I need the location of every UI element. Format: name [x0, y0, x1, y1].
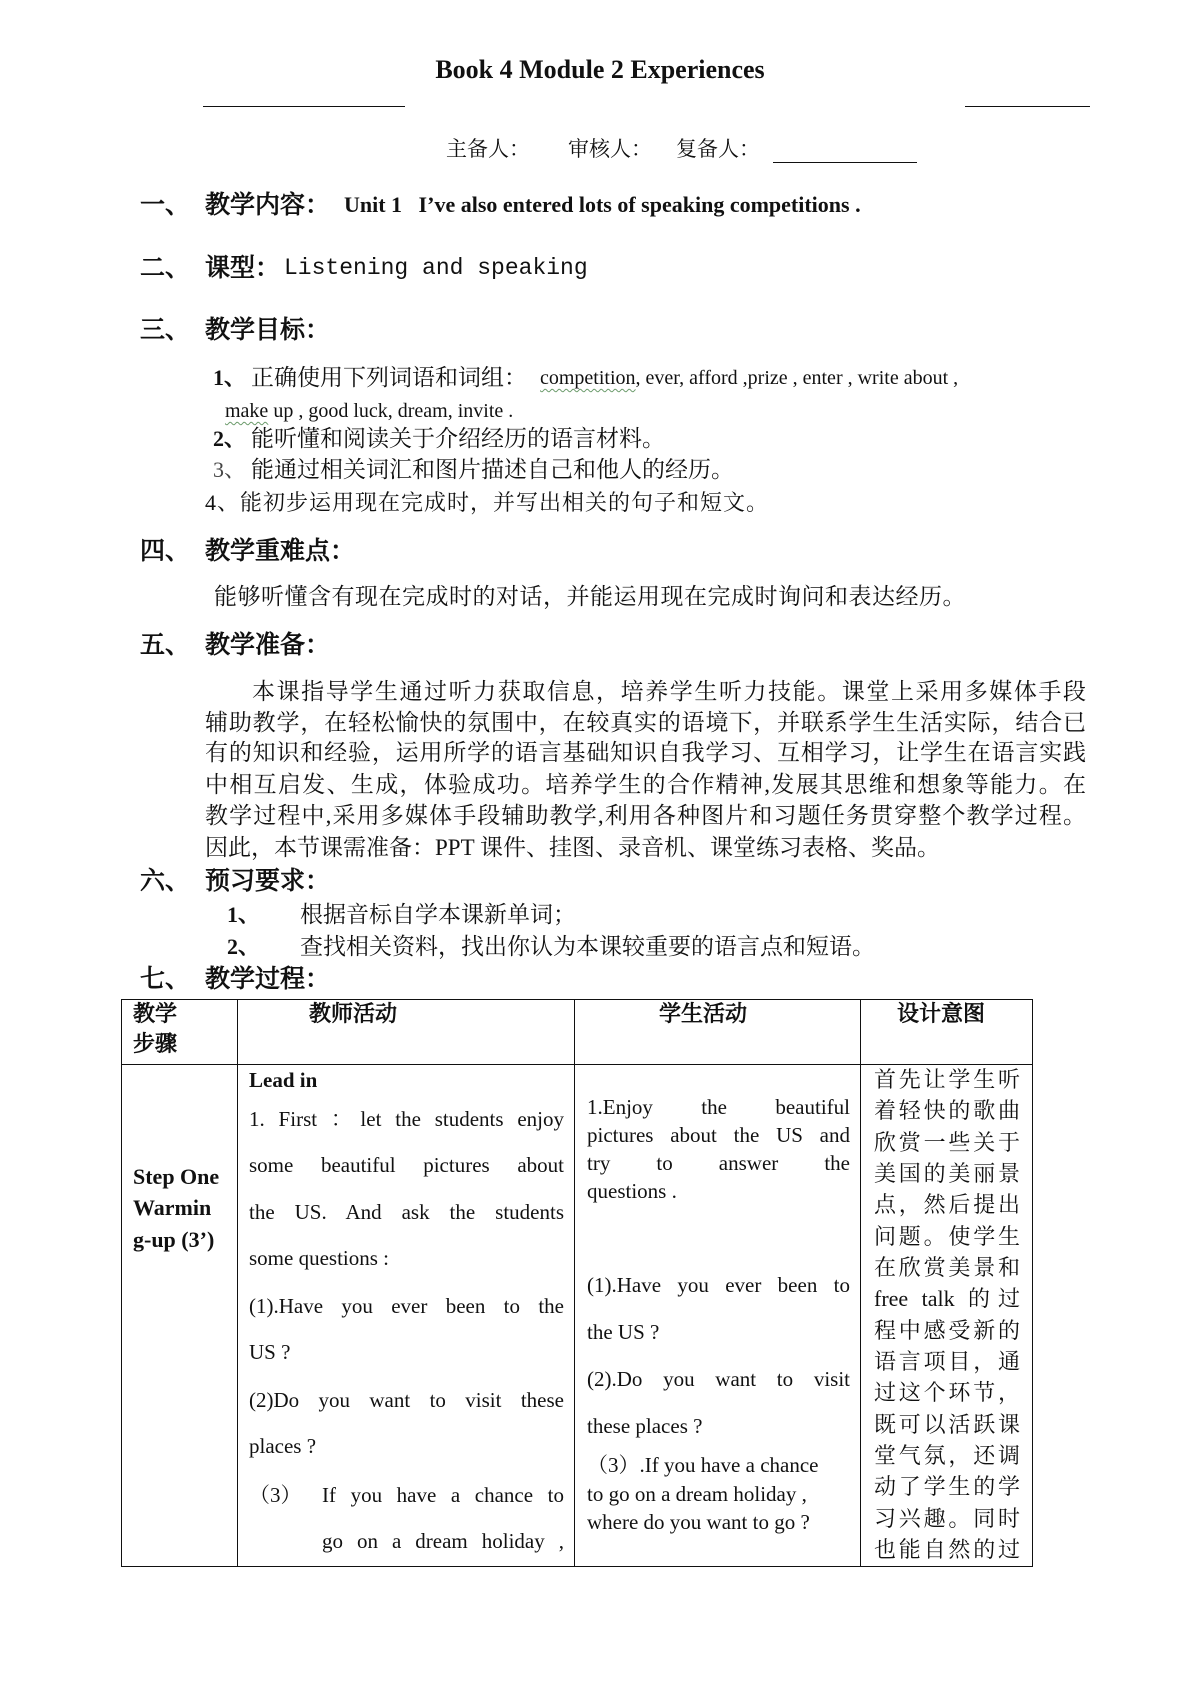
- preview-item-2-number: 2、: [227, 934, 261, 959]
- teacher-activity-line: some beautiful pictures about: [249, 1153, 564, 1177]
- student-activity-line: where do you want to go ?: [587, 1510, 810, 1534]
- objective-4-number: 4、: [205, 490, 241, 515]
- step-name-line: g-up (3’): [133, 1227, 215, 1252]
- teacher-activity-line: some questions :: [249, 1246, 389, 1270]
- student-activity-line: 1.Enjoy the beautiful: [587, 1095, 850, 1119]
- teacher-activity-line: the US. And ask the students: [249, 1200, 564, 1224]
- header-cell-student: [575, 1000, 861, 1065]
- reviewer-label: 审核人：: [568, 137, 652, 161]
- preparation-paragraph-line: 本课指导学生通过听力获取信息，培养学生听力技能。课堂上采用多媒体手段: [252, 679, 1086, 704]
- lesson-unit-title: Unit 1 I’ve also entered lots of speaking competitions .: [344, 192, 861, 217]
- preparation-paragraph-line: 教学过程中,采用多媒体手段辅助教学,利用各种图片和习题任务贯穿整个教学过程。: [205, 803, 1086, 828]
- design-intent-line: 过这个环节，: [874, 1380, 1020, 1405]
- co-preparer-label: 复备人：: [676, 137, 760, 161]
- section-6-number: 六、: [140, 866, 191, 895]
- preview-item-1-number: 1、: [227, 902, 261, 927]
- spellcheck-marked-word: competition: [540, 367, 636, 389]
- section-4-heading: 教学重难点：: [205, 536, 356, 565]
- section-2-number: 二、: [140, 253, 191, 282]
- section-1-heading: 教学内容：: [205, 190, 331, 219]
- section-3-heading: 教学目标：: [205, 315, 331, 344]
- header-teacher-activity: 教师活动: [309, 1002, 398, 1027]
- key-points-text: 能够听懂含有现在完成时的对话，并能运用现在完成时询问和表达经历。: [214, 584, 966, 609]
- design-intent-line: 堂气氛，还调: [874, 1443, 1020, 1468]
- student-activity-line: (1).Have you ever been to: [587, 1273, 850, 1297]
- teacher-activity-line: (2)Do you want to visit these: [249, 1388, 564, 1412]
- teacher-activity-line: If you have a chance to: [322, 1483, 564, 1507]
- section-6-heading: 预习要求：: [205, 866, 331, 895]
- objective-1-text: 正确使用下列词语和词组：: [251, 365, 527, 391]
- teacher-activity-line: US ?: [249, 1340, 291, 1364]
- design-intent-cell: [861, 1065, 1033, 1567]
- spellcheck-marked-word: make: [225, 400, 269, 422]
- design-intent-line: 问题。使学生: [874, 1224, 1020, 1249]
- objective-3-text: 能通过相关词汇和图片描述自己和他人的经历。: [251, 457, 734, 483]
- step-name-line: Warmin: [133, 1195, 212, 1220]
- table-row: [122, 1065, 1033, 1567]
- design-intent-line: 欣赏一些关于: [874, 1130, 1020, 1155]
- teacher-activity-line: go on a dream holiday ,: [322, 1529, 564, 1553]
- teacher-activity-line: places ?: [249, 1434, 317, 1458]
- design-intent-line: 着轻快的歌曲: [874, 1098, 1020, 1123]
- header-cell-step: [122, 1000, 238, 1065]
- header-rule-right: [965, 106, 1090, 107]
- design-intent-line: 美国的美丽景: [874, 1161, 1020, 1186]
- header-step-line: 教学: [133, 1002, 178, 1027]
- section-1-number: 一、: [140, 190, 191, 219]
- section-3-number: 三、: [140, 315, 191, 344]
- lead-preparer-label: 主备人：: [446, 137, 530, 161]
- student-activity-line: （3）.If you have a chance: [587, 1453, 819, 1477]
- preparation-paragraph-line: 中相互启发、生成，体验成功。培养学生的合作精神,发展其思维和想象等能力。在: [205, 772, 1086, 797]
- section-2-heading: 课型：: [205, 253, 281, 282]
- header-design-intent: 设计意图: [897, 1002, 986, 1027]
- objective-1-vocabulary-line-2: [225, 396, 513, 426]
- preview-item-2-text: 查找相关资料，找出你认为本课较重要的语言点和短语。: [300, 934, 875, 959]
- preparation-paragraph-line: 辅助教学，在轻松愉快的氛围中，在较真实的语境下，并联系学生生活实际，结合已: [205, 710, 1086, 735]
- vocabulary-list: up , good luck, dream, invite .: [268, 400, 514, 422]
- objective-2-text: 能听懂和阅读关于介绍经历的语言材料。: [251, 426, 665, 452]
- student-activity-line: try to answer the: [587, 1151, 850, 1175]
- teacher-question-3-number: （3）: [249, 1483, 302, 1507]
- student-activity-line: questions .: [587, 1179, 677, 1203]
- co-preparer-blank-line: [773, 162, 917, 163]
- section-5-number: 五、: [140, 630, 191, 659]
- table-header-row: [122, 1000, 1033, 1065]
- step-name-line: Step One: [133, 1164, 220, 1189]
- objective-3-number: 3、: [213, 457, 247, 482]
- student-activity-line: these places ?: [587, 1414, 703, 1438]
- teacher-activity-heading: Lead in: [249, 1068, 318, 1092]
- design-intent-line: 语言项目，通: [874, 1349, 1020, 1374]
- header-cell-teacher: [238, 1000, 575, 1065]
- design-intent-line: 习兴趣。同时: [874, 1506, 1020, 1531]
- student-activity-line: (2).Do you want to visit: [587, 1367, 850, 1391]
- header-cell-intent: [861, 1000, 1033, 1065]
- lesson-type-text: Listening and speaking: [284, 255, 588, 281]
- document-title: Book 4 Module 2 Experiences: [435, 55, 765, 84]
- objective-4-text: 能初步运用现在完成时，并写出相关的句子和短文。: [240, 490, 770, 515]
- student-activity-line: the US ?: [587, 1320, 660, 1344]
- preview-item-1-text: 根据音标自学本课新单词；: [300, 902, 576, 927]
- section-7-number: 七、: [140, 964, 191, 993]
- section-5-heading: 教学准备：: [205, 630, 331, 659]
- preparation-paragraph-line: 因此，本节课需准备：PPT 课件、挂图、录音机、课堂练习表格、奖品。: [205, 835, 940, 860]
- design-intent-line: 既可以活跃课: [874, 1412, 1020, 1437]
- objective-1-number: 1、: [213, 365, 247, 390]
- design-intent-line: 也能自然的过: [874, 1537, 1020, 1562]
- preparation-paragraph-line: 有的知识和经验，运用所学的语言基础知识自我学习、互相学习，让学生在语言实践: [205, 740, 1086, 765]
- student-activity-line: pictures about the US and: [587, 1123, 850, 1147]
- objective-4: [205, 488, 769, 518]
- design-intent-line: 程中感受新的: [874, 1318, 1020, 1343]
- step-cell: [122, 1065, 238, 1567]
- vocabulary-list: , ever, afford ,prize , enter , write about ,: [635, 367, 959, 389]
- objective-2-number: 2、: [213, 426, 247, 451]
- teacher-activity-line: (1).Have you ever been to the: [249, 1294, 564, 1318]
- design-intent-line: 动了学生的学: [874, 1474, 1020, 1499]
- section-7-heading: 教学过程：: [205, 964, 331, 993]
- student-activity-line: to go on a dream holiday ,: [587, 1482, 807, 1506]
- design-intent-line: 在欣赏美景和: [874, 1255, 1020, 1280]
- design-intent-line: free talk 的过: [874, 1286, 1020, 1311]
- design-intent-line: 首先让学生听: [874, 1067, 1020, 1092]
- header-rule-left: [203, 106, 405, 107]
- student-activity-cell: [575, 1065, 861, 1567]
- objective-1-vocabulary-line-1: [540, 363, 958, 393]
- header-step-line: 步骤: [133, 1032, 178, 1057]
- teaching-process-table: [121, 999, 1033, 1567]
- header-student-activity: 学生活动: [659, 1002, 748, 1027]
- section-4-number: 四、: [140, 536, 191, 565]
- teacher-activity-cell: [238, 1065, 575, 1567]
- design-intent-line: 点，然后提出: [874, 1192, 1020, 1217]
- teacher-activity-line: 1. First ：let the students enjoy: [249, 1107, 564, 1131]
